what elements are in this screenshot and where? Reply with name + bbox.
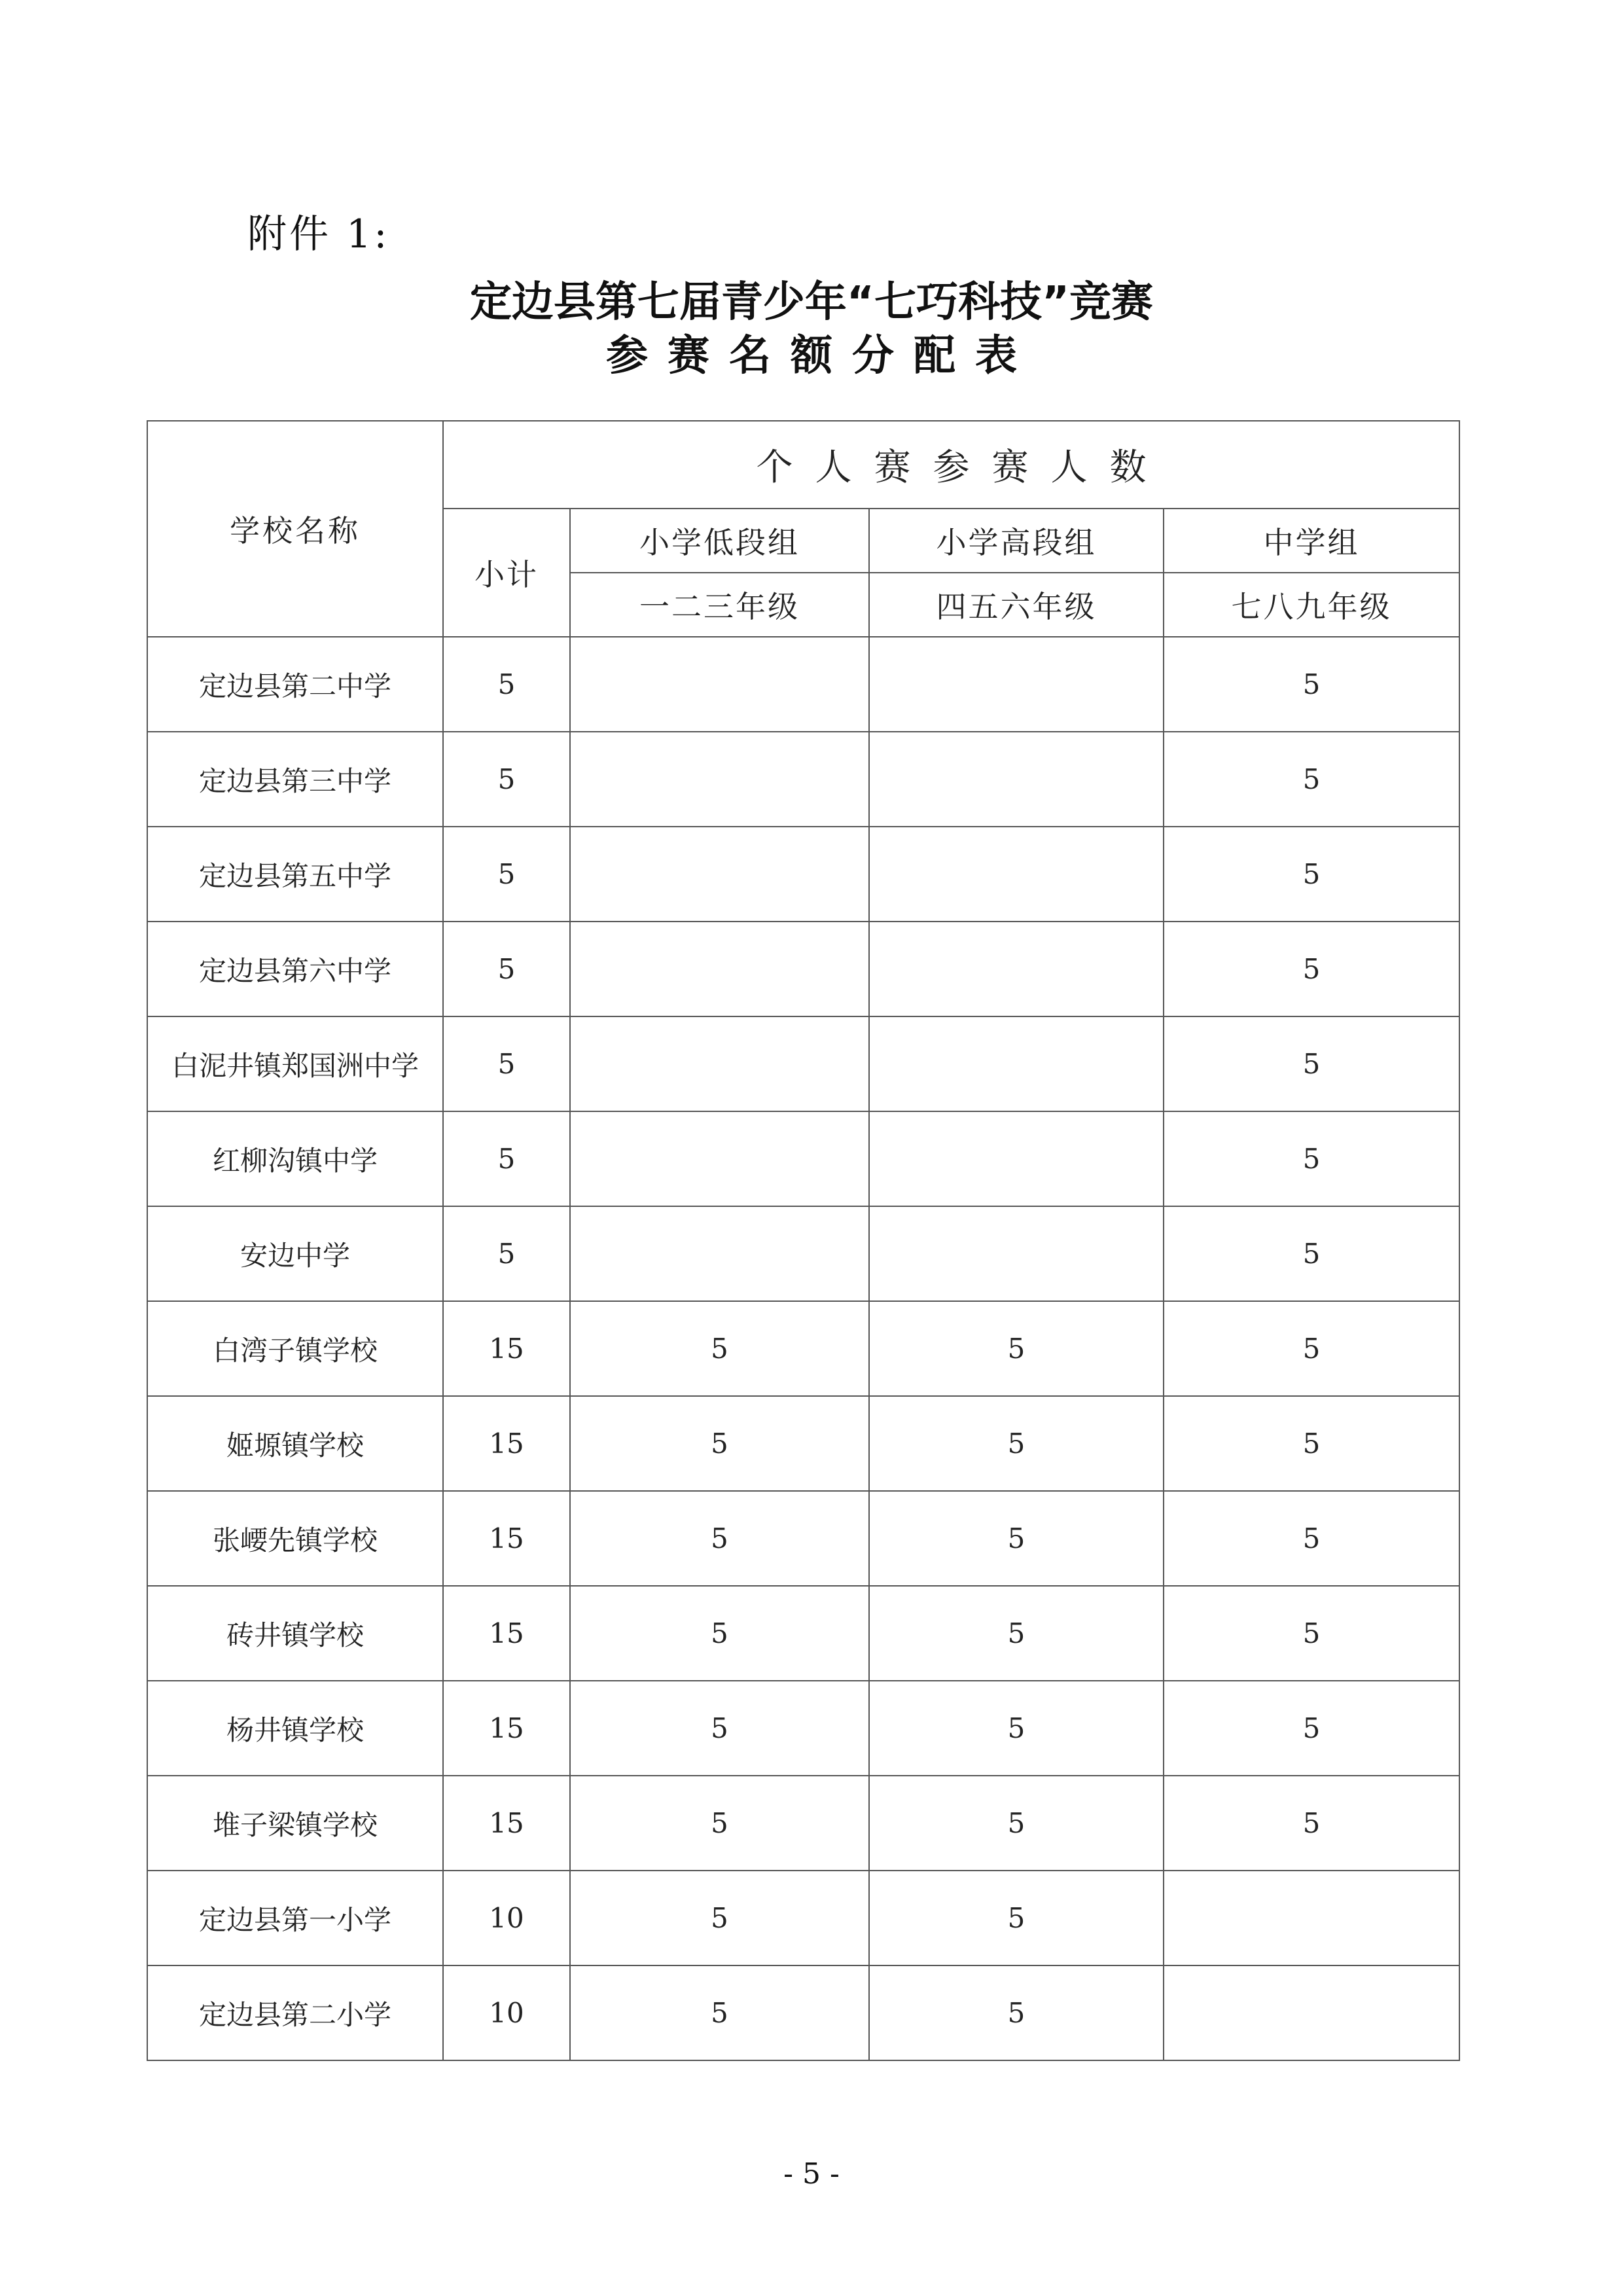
cell-subtotal: 5 (443, 1016, 570, 1111)
header-grade-7-9: 七八九年级 (1164, 573, 1459, 637)
table-row (147, 1491, 1459, 1586)
table-row (147, 1396, 1459, 1491)
table-row (147, 1301, 1459, 1396)
quota-table (147, 420, 1460, 2061)
cell-subtotal: 15 (443, 1776, 570, 1871)
table-row (147, 1965, 1459, 2060)
cell-primary-high (869, 1016, 1164, 1111)
header-individual-count: 个人赛参赛人数 (443, 421, 1459, 509)
cell-primary-low: 5 (570, 1965, 869, 2060)
cell-primary-high (869, 732, 1164, 827)
header-grade-4-6: 四五六年级 (869, 573, 1164, 637)
cell-subtotal: 5 (443, 1206, 570, 1301)
table-row (147, 1871, 1459, 1965)
cell-subtotal: 15 (443, 1681, 570, 1776)
document-title: 定边县第七届青少年“七巧科技”竞赛 (469, 278, 1154, 327)
header-grade-1-3: 一二三年级 (570, 573, 869, 637)
cell-school-name: 姬塬镇学校 (147, 1396, 443, 1491)
cell-subtotal: 5 (443, 827, 570, 922)
table-row (147, 827, 1459, 922)
cell-subtotal: 10 (443, 1871, 570, 1965)
cell-primary-low (570, 1016, 869, 1111)
header-school-name: 学校名称 (147, 421, 443, 637)
cell-middle: 5 (1164, 1111, 1459, 1206)
cell-primary-high: 5 (869, 1586, 1164, 1681)
header-group-primary-low: 小学低段组 (570, 509, 869, 573)
cell-school-name: 砖井镇学校 (147, 1586, 443, 1681)
document-subtitle: 参赛名额分配表 (606, 332, 1037, 380)
cell-school-name: 堆子梁镇学校 (147, 1776, 443, 1871)
cell-primary-high: 5 (869, 1301, 1164, 1396)
cell-middle: 5 (1164, 1301, 1459, 1396)
attachment-label: 附件 1: (247, 211, 390, 257)
cell-subtotal: 10 (443, 1965, 570, 2060)
cell-middle: 5 (1164, 1681, 1459, 1776)
table-row (147, 1586, 1459, 1681)
cell-school-name: 安边中学 (147, 1206, 443, 1301)
cell-primary-low (570, 732, 869, 827)
cell-middle: 5 (1164, 1016, 1459, 1111)
cell-primary-low: 5 (570, 1396, 869, 1491)
cell-middle: 5 (1164, 922, 1459, 1016)
cell-middle: 5 (1164, 1396, 1459, 1491)
cell-subtotal: 5 (443, 922, 570, 1016)
cell-primary-low: 5 (570, 1586, 869, 1681)
cell-primary-low: 5 (570, 1776, 869, 1871)
cell-subtotal: 15 (443, 1491, 570, 1586)
cell-primary-low: 5 (570, 1301, 869, 1396)
cell-middle: 5 (1164, 1491, 1459, 1586)
cell-subtotal: 15 (443, 1396, 570, 1491)
cell-primary-high (869, 1111, 1164, 1206)
page-number: - 5 - (783, 2157, 840, 2191)
cell-school-name: 定边县第一小学 (147, 1871, 443, 1965)
cell-school-name: 杨井镇学校 (147, 1681, 443, 1776)
cell-primary-low: 5 (570, 1681, 869, 1776)
cell-primary-low (570, 827, 869, 922)
cell-primary-high: 5 (869, 1491, 1164, 1586)
cell-school-name: 定边县第五中学 (147, 827, 443, 922)
cell-middle: 5 (1164, 637, 1459, 732)
table-row (147, 1206, 1459, 1301)
cell-primary-low (570, 637, 869, 732)
header-group-middle: 中学组 (1164, 509, 1459, 573)
cell-primary-high (869, 922, 1164, 1016)
cell-subtotal: 15 (443, 1586, 570, 1681)
header-subtotal: 小计 (443, 509, 570, 637)
cell-middle (1164, 1871, 1459, 1965)
cell-middle: 5 (1164, 1586, 1459, 1681)
cell-school-name: 张崾先镇学校 (147, 1491, 443, 1586)
table-row (147, 1681, 1459, 1776)
cell-primary-low (570, 922, 869, 1016)
cell-primary-high: 5 (869, 1776, 1164, 1871)
quota-table-body (147, 637, 1459, 2060)
cell-primary-high: 5 (869, 1396, 1164, 1491)
cell-subtotal: 5 (443, 732, 570, 827)
cell-middle: 5 (1164, 827, 1459, 922)
cell-subtotal: 5 (443, 1111, 570, 1206)
cell-primary-high (869, 1206, 1164, 1301)
cell-school-name: 白泥井镇郑国洲中学 (147, 1016, 443, 1111)
cell-primary-high: 5 (869, 1871, 1164, 1965)
cell-school-name: 定边县第三中学 (147, 732, 443, 827)
cell-middle: 5 (1164, 1776, 1459, 1871)
cell-primary-high: 5 (869, 1681, 1164, 1776)
table-row (147, 637, 1459, 732)
table-row (147, 1016, 1459, 1111)
cell-subtotal: 15 (443, 1301, 570, 1396)
cell-primary-low (570, 1206, 869, 1301)
cell-primary-high: 5 (869, 1965, 1164, 2060)
cell-primary-high (869, 637, 1164, 732)
cell-middle: 5 (1164, 732, 1459, 827)
cell-school-name: 定边县第二小学 (147, 1965, 443, 2060)
cell-middle (1164, 1965, 1459, 2060)
cell-school-name: 红柳沟镇中学 (147, 1111, 443, 1206)
header-group-primary-high: 小学高段组 (869, 509, 1164, 573)
table-row (147, 1776, 1459, 1871)
cell-primary-low: 5 (570, 1491, 869, 1586)
table-row (147, 922, 1459, 1016)
cell-school-name: 白湾子镇学校 (147, 1301, 443, 1396)
table-row (147, 732, 1459, 827)
cell-primary-low: 5 (570, 1871, 869, 1965)
cell-subtotal: 5 (443, 637, 570, 732)
table-row (147, 1111, 1459, 1206)
cell-primary-high (869, 827, 1164, 922)
cell-primary-low (570, 1111, 869, 1206)
cell-school-name: 定边县第六中学 (147, 922, 443, 1016)
cell-middle: 5 (1164, 1206, 1459, 1301)
cell-school-name: 定边县第二中学 (147, 637, 443, 732)
